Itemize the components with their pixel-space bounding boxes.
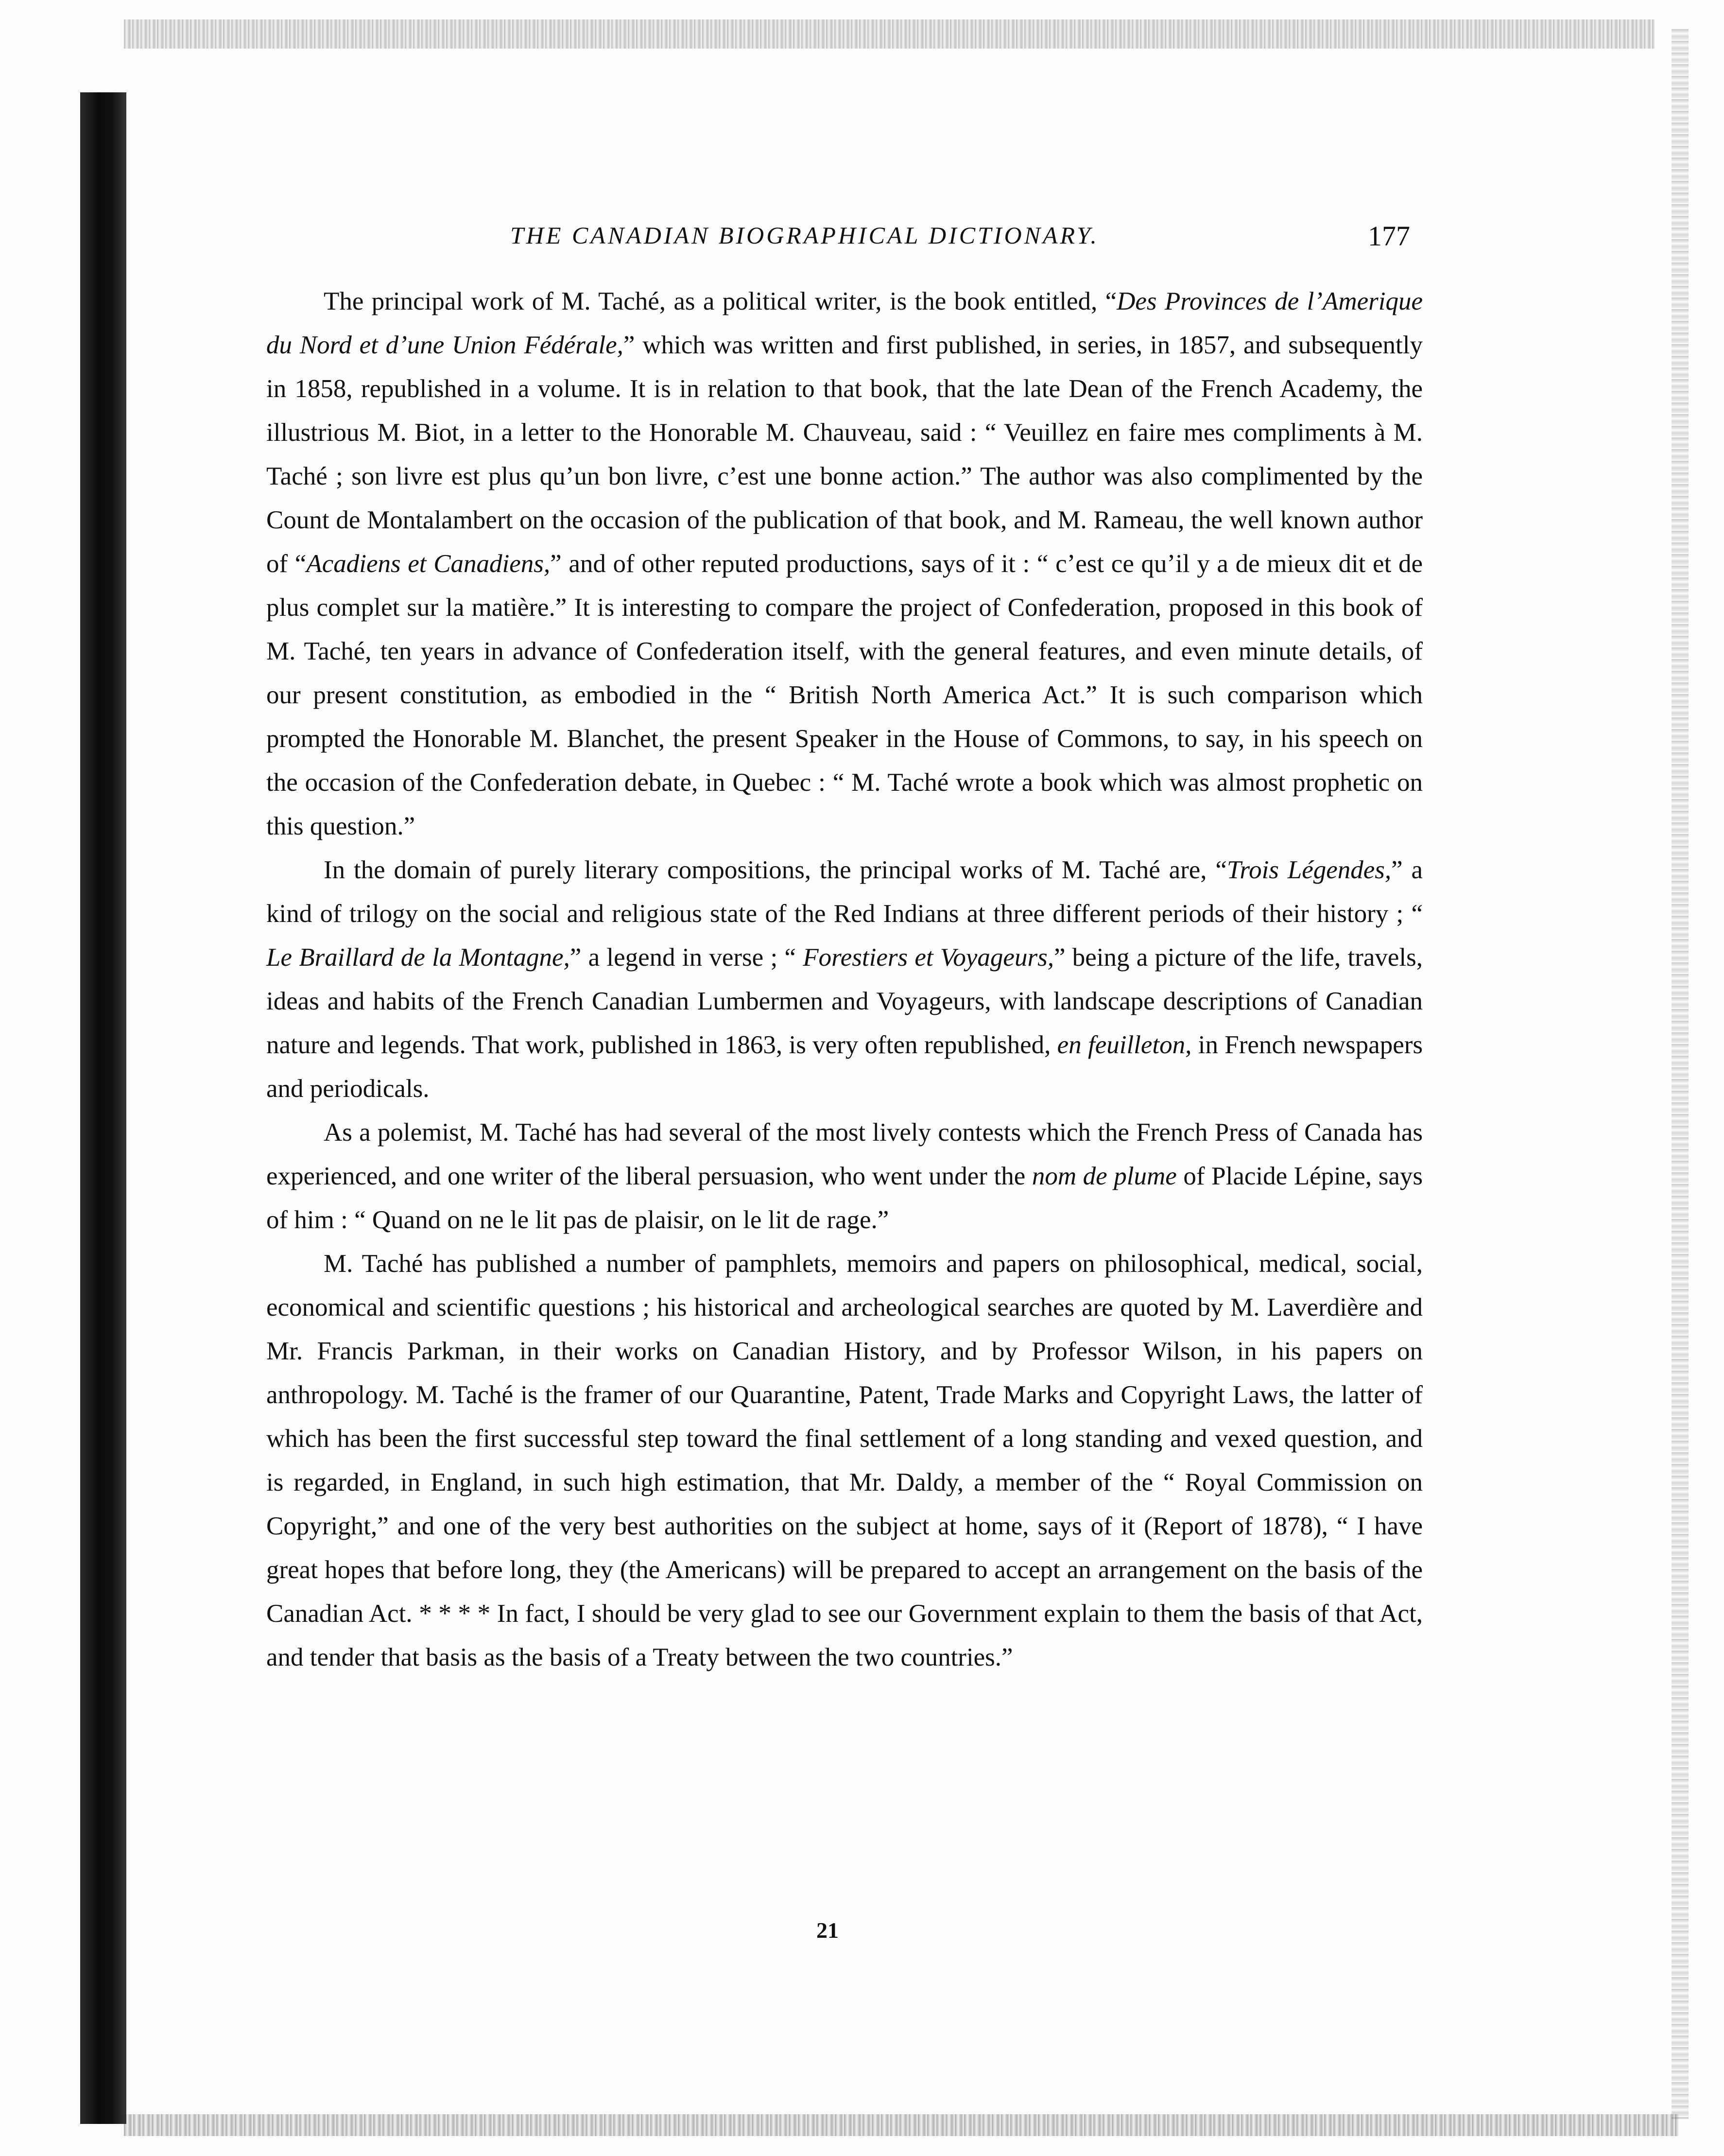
binding-shadow bbox=[80, 92, 126, 2124]
paragraph bbox=[266, 1111, 1423, 1242]
scan-noise-right bbox=[1672, 29, 1689, 2119]
paragraph-text: ” a kind of trilogy on the social and religious state of the Red Indians at three different periods of their history ; “ bbox=[266, 856, 1423, 928]
italic-title-text: en feuilleton, bbox=[1057, 1031, 1192, 1059]
scan-noise-top bbox=[124, 19, 1655, 49]
paragraph bbox=[266, 848, 1423, 1111]
paragraph-text: ” which was written and first published, in series, in 1857, and subsequently in 1858, republished in a volume. It is in relation to that book, that the late Dean of the French Academy, the illustrious M. Biot, in a letter to the Honorable M. Chauveau, said : “ Veuillez en faire mes compliments à M. Taché ; son livre est plus qu’un bon livre, c’est une bonne action.” The author was also complimented by the Count de Montalambert on the occasion of the publication of that book, and M. Rameau, the well known author of “ bbox=[266, 331, 1423, 578]
page-number: 177 bbox=[1368, 220, 1410, 252]
italic-title-text: Acadiens et Canadiens, bbox=[306, 550, 551, 578]
paragraph-text: of Placide Lépine, says of him : “ Quand on ne le lit pas de plaisir, on le lit de rage.” bbox=[266, 1162, 1423, 1234]
paragraph bbox=[266, 279, 1423, 848]
paragraph-text: The principal work of M. Taché, as a political writer, is the book entitled, “ bbox=[324, 287, 1117, 315]
signature-mark: 21 bbox=[816, 1918, 839, 1943]
paragraph-text: ” and of other reputed productions, says of it : “ c’est ce qu’il y a de mieux dit et de plus complet sur la matière.” It is interesting to compare the project of Confederation, proposed in this book of M. Taché, ten years in advance of Confederation itself, with the general features, and even minute details, of our present constitution, as embodied in the “ British North America Act.” It is such comparison which prompted the Honorable M. Blanchet, the present Speaker in the House of Commons, to say, in his speech on the occasion of the Confederation debate, in Quebec : “ M. Taché wrote a book which was almost prophetic on this question.” bbox=[266, 550, 1423, 840]
italic-title-text: nom de plume bbox=[1032, 1162, 1177, 1190]
scan-noise-bottom bbox=[124, 2114, 1679, 2136]
paragraph-text: ” being a picture of the life, travels, ideas and habits of the French Canadian Lumbermen and Voyageurs, with landscape descriptions of Canadian nature and legends. That work, published in 1863, is very often republished, bbox=[266, 943, 1423, 1059]
paragraph-text: As a polemist, M. Taché has had several of the most lively contests which the French Press of Canada has experienced, and one writer of the liberal persuasion, who went under the bbox=[266, 1118, 1423, 1190]
paragraph-text: In the domain of purely literary compositions, the principal works of M. Taché are, “ bbox=[324, 856, 1227, 884]
italic-title-text: Forestiers et Voyageurs, bbox=[803, 943, 1054, 972]
paragraph-text: M. Taché has published a number of pamphlets, memoirs and papers on philosophical, medical, social, economical and scientific questions ; his historical and archeological searches are quoted by M. Laverdière and Mr. Francis Parkman, in their works on Canadian History, and by Professor Wilson, in his papers on anthropology. M. Taché is the framer of our Quarantine, Patent, Trade Marks and Copyright Laws, the latter of which has been the first successful step toward the final settlement of a long standing and vexed question, and is regarded, in England, in such high estimation, that Mr. Daldy, a member of the “ Royal Commission on Copyright,” and one of the very best authorities on the subject at home, says of it (Report of 1878), “ I have great hopes that before long, they (the Americans) will be prepared to accept an arrangement on the basis of the Canadian Act. * * * * In fact, I should be very glad to see our Government explain to them the basis of that Act, and tender that basis as the basis of a Treaty between the two countries.” bbox=[266, 1250, 1423, 1671]
paragraph-text: in French newspapers and periodicals. bbox=[266, 1031, 1423, 1103]
paragraph-text: ” a legend in verse ; “ bbox=[569, 943, 803, 972]
italic-title-text: Des Provinces de l’Amerique du Nord et d’une Union Fédérale, bbox=[266, 287, 1423, 359]
italic-title-text: Le Braillard de la Montagne, bbox=[266, 943, 570, 972]
body-text bbox=[266, 279, 1423, 1679]
italic-title-text: Trois Légendes, bbox=[1226, 856, 1392, 884]
paragraph bbox=[266, 1242, 1423, 1679]
running-title: THE CANADIAN BIOGRAPHICAL DICTIONARY. bbox=[510, 222, 1099, 249]
